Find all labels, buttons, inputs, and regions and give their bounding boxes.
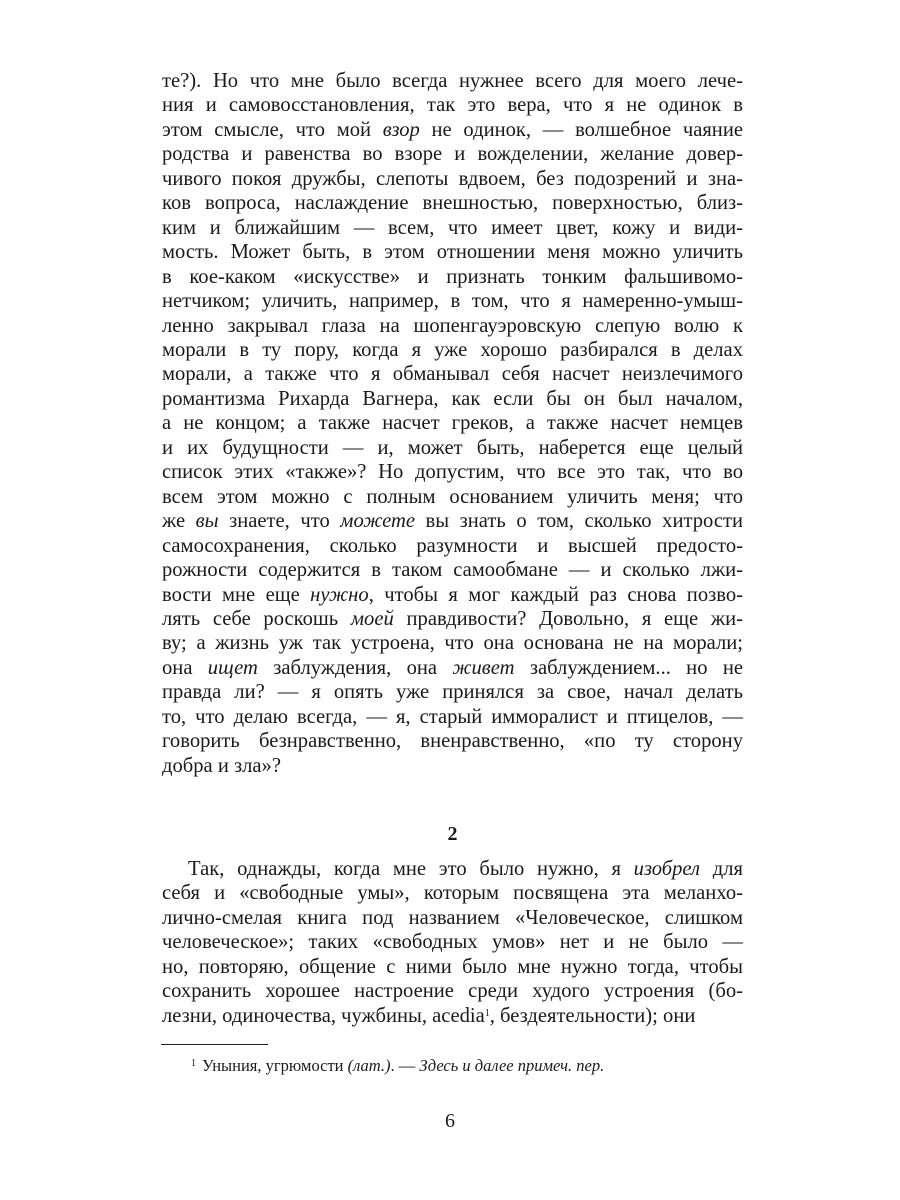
text-run: романтизма Рихарда Вагнера, как если бы он был началом, [162,387,743,410]
emphasis-text: ищет [207,656,258,679]
text-run: то, что делаю всегда, — я, старый имморалист и птицелов, — [162,705,743,728]
text-line [162,680,743,704]
footnote-reference: 1 [484,1007,490,1019]
text-line [162,583,743,607]
text-line [162,509,743,533]
text-run: правда ли? — я опять уже принялся за свое, начал делать [162,681,743,704]
text-run: , бездеятельности); они [489,1004,696,1027]
text-run: мость. Может быть, в этом отношении меня можно уличить [162,241,743,264]
text-run: говорить безнравственно, вненравственно, «по ту сторону [162,730,743,753]
text-line [162,338,743,362]
text-line [162,142,743,166]
emphasis-text: взор [382,118,420,141]
text-line [162,289,743,313]
text-line [162,881,743,905]
footnote-text-2: . — [390,1056,420,1075]
text-run: , чтобы я мог каждый раз снова позво- [368,583,743,606]
text-line [162,930,743,954]
book-page [162,69,743,1027]
text-run: родства и равенства во взоре и вожделении, желание довер- [162,143,743,166]
text-run: ленно закрывал глаза на шопенгауэровскую слепую волю к [162,314,743,337]
text-run: самосохранения, сколько разумности и высшей предосто- [162,534,743,557]
text-line [162,240,743,264]
footnote-italic-2: Здесь и далее примеч. пер. [419,1056,605,1075]
footnote-italic-1: (лат.) [347,1056,391,1075]
text-run: человеческое»; таких «свободных умов» нет и не было — [162,931,743,954]
text-run: ким и ближайшим — всем, что имеет цвет, кожу и види- [162,216,743,239]
text-run: чивого покоя дружбы, слепоты вдвоем, без подозрений и зна- [162,167,743,190]
emphasis-text: нужно [310,583,369,606]
text-line [162,460,743,484]
text-run: всем этом можно с полным основанием уличить меня; что [162,485,743,508]
text-run: в кое-каком «искусстве» и признать тонким фальшивомо- [162,265,743,288]
text-line [162,558,743,582]
text-line [162,362,743,386]
emphasis-text: можете [340,510,415,533]
text-run: лять себе роскошь [162,607,351,630]
text-line [162,118,743,142]
text-run: она [162,656,208,679]
text-line [162,216,743,240]
footnote-text: Уныния, угрюмости [202,1056,348,1075]
text-run: рожности содержится в таком самообмане — и сколько лжи- [162,559,743,582]
text-line [162,314,743,338]
text-line [162,265,743,289]
text-run: нетчиком; уличить, например, в том, что я намеренно-умыш- [162,290,743,313]
text-run: добра и зла»? [162,754,281,777]
text-run: лезни, одиночества, чужбины, acedia [162,1004,485,1027]
paragraph-1 [162,69,743,778]
text-line [162,411,743,435]
text-line [162,729,743,753]
text-run: ву; а жизнь уж так устроена, что она основана не на морали; [162,632,743,655]
text-line [162,191,743,215]
text-line [162,631,743,655]
text-line [162,955,743,979]
text-run: вы знать о том, сколько хитрости [415,510,743,533]
emphasis-text: изобрел [633,858,701,880]
text-line [162,485,743,509]
text-line [162,705,743,729]
paragraph-2 [162,857,743,1028]
text-run: заблуждением... но не [514,656,743,679]
text-line [162,167,743,191]
text-run: морали в ту пору, когда я уже хорошо разбирался в делах [162,338,743,361]
footnote-divider [161,1044,268,1045]
text-run: себя и «свободные умы», которым посвящена эта меланхо- [162,882,743,905]
text-run: ков вопроса, наслаждение внешностью, поверхностью, близ- [162,192,743,215]
text-run: и их будущности — и, может быть, наберется еще целый [162,436,743,459]
text-line [162,979,743,1003]
text-line [162,857,743,881]
emphasis-text: живет [452,656,515,679]
text-line [162,1004,743,1028]
text-run: те?). Но что мне было всегда нужнее всего для моего лече- [162,70,743,92]
text-run: а не концом; а также насчет греков, а также насчет немцев [162,412,743,435]
text-run: вости мне еще [162,583,311,606]
text-line [162,69,743,93]
footnote [191,1056,604,1076]
text-run: для [700,858,743,880]
footnote-mark: 1 [191,1058,196,1069]
text-run: морали, а также что я обманывал себя насчет неизлечимого [162,363,743,386]
emphasis-text: вы [195,510,219,533]
text-run: не одинок, — волшебное чаяние [419,118,743,141]
text-run: лично-смелая книга под названием «Человеческое, слишком [162,906,743,929]
text-run: список этих «также»? Но допустим, что все это так, что во [162,461,743,484]
text-run: заблуждения, она [257,656,453,679]
section-number: 2 [447,823,458,845]
text-line [162,93,743,117]
text-line [162,534,743,558]
text-line [162,436,743,460]
text-run: знаете, что [218,510,341,533]
text-line [162,754,743,778]
text-line [162,906,743,930]
text-run: этом смысле, что мой [162,118,383,141]
text-run: но, повторяю, общение с ними было мне нужно тогда, чтобы [162,955,743,978]
text-line [162,607,743,631]
text-run: правдивости? Довольно, я еще жи- [393,607,743,630]
emphasis-text: моей [350,607,394,630]
text-run: сохранить хорошее настроение среди худого устроения (бо- [162,980,743,1003]
text-run: ния и самовосстановления, так это вера, что я не одинок в [162,94,743,117]
page-number: 6 [445,1110,455,1132]
text-line [162,387,743,411]
text-line [162,656,743,680]
text-run: же [162,510,196,533]
text-run: Так, однажды, когда мне это было нужно, я [188,858,634,880]
